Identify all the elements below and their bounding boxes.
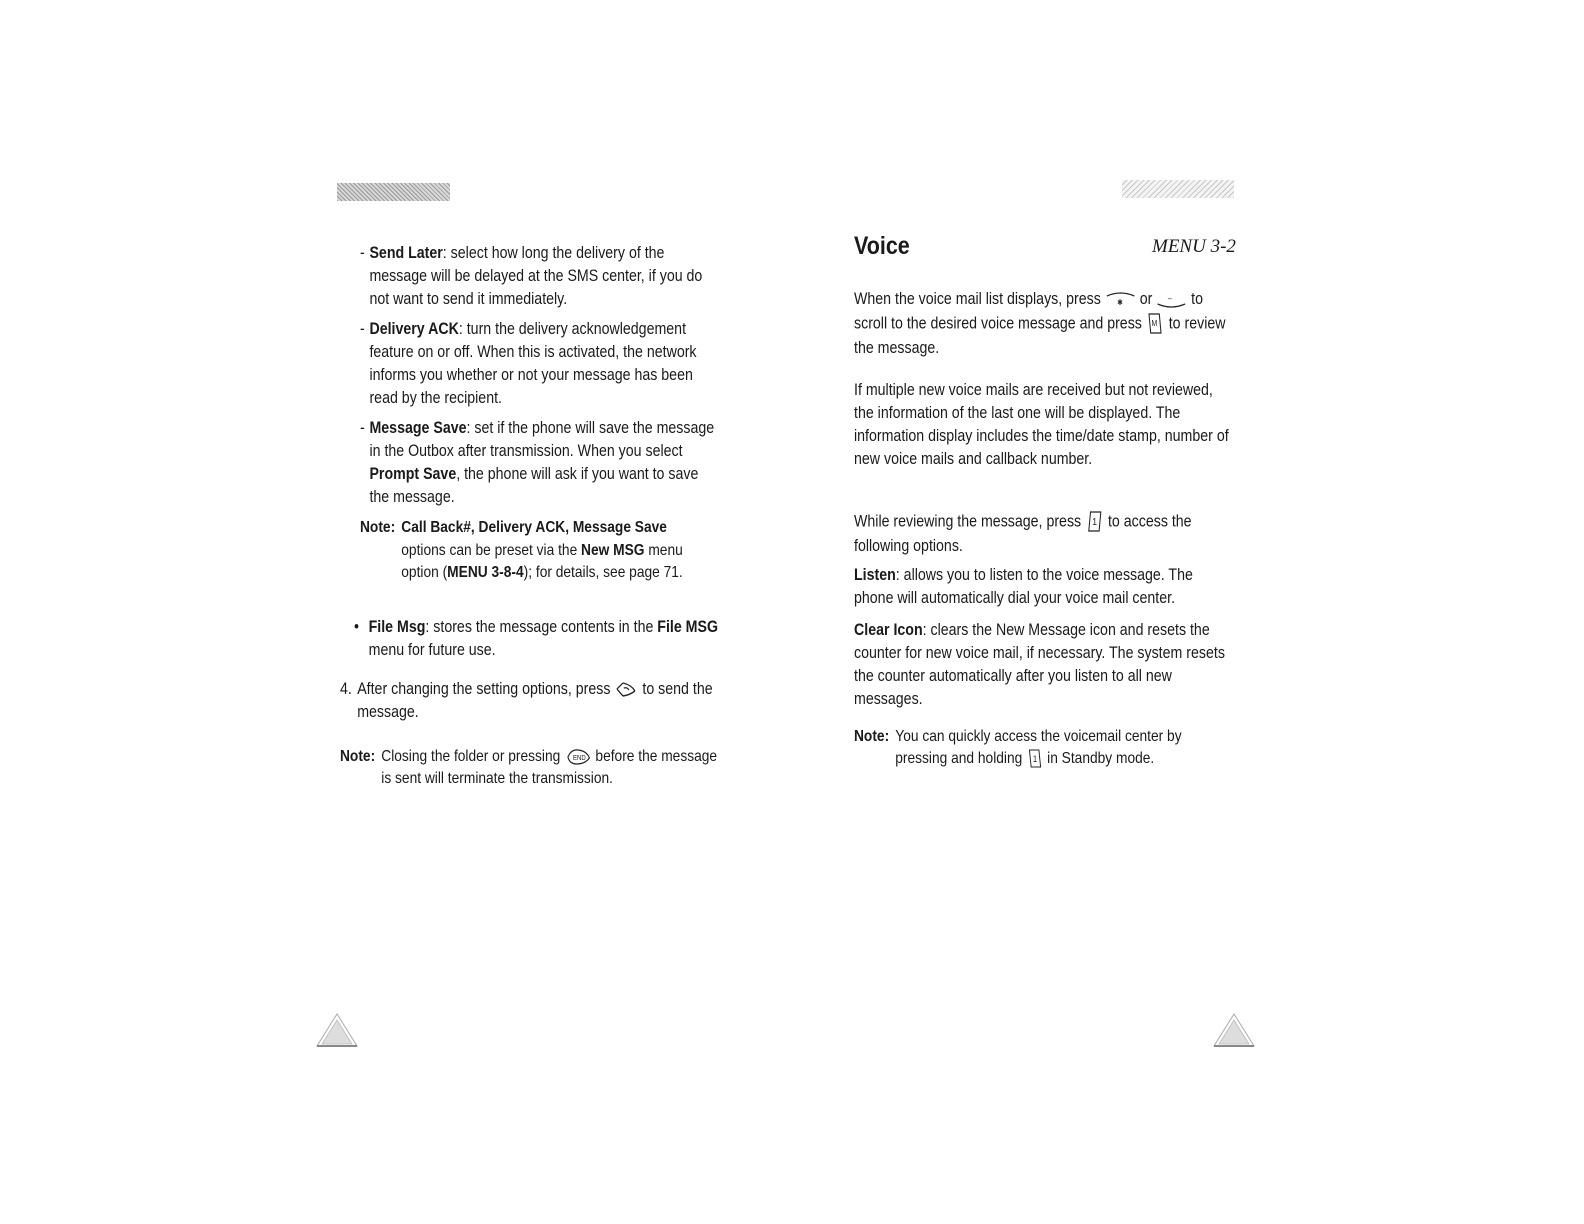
svg-text:1: 1 xyxy=(1091,516,1097,528)
clear-icon-term: Clear Icon xyxy=(854,621,923,639)
paragraph-scroll xyxy=(854,288,1232,360)
send-key-icon xyxy=(614,681,638,699)
note-preset xyxy=(360,517,721,585)
file-msg-text-2: menu for future use. xyxy=(368,641,496,659)
message-save-text: : set if the phone will save the message in the Outbox after transmission. When you select xyxy=(369,419,715,460)
file-msg-term: File Msg xyxy=(368,618,426,636)
clear-icon-text: : clears the New Message icon and resets the counter for new voice mail, if necessary. The system resets the counter automatically after you listen to all new messages. xyxy=(854,621,1225,708)
note-text: You can quickly access the voicemail center by pressing and holding xyxy=(895,728,1182,768)
p1-text-3: to review the message. xyxy=(854,314,1226,357)
note-termination xyxy=(340,746,718,790)
one-key-icon xyxy=(1026,748,1043,770)
p1-or: or xyxy=(1139,290,1153,308)
step-text-2: to send the message. xyxy=(357,680,713,721)
note-text-2: in Standby mode. xyxy=(1047,750,1155,768)
note-text-2: menu option ( xyxy=(401,541,683,581)
send-later-item: - Send Later: select how long the delivery of the message will be delayed at the SMS center, if you do not want to send it immediately. xyxy=(360,244,703,308)
clear-icon-option xyxy=(854,619,1232,711)
up-key-icon xyxy=(1105,292,1136,308)
note-bold-options: Call Back#, Delivery ACK, Message Save xyxy=(401,519,667,536)
page-title: Voice xyxy=(854,232,910,260)
message-save-item: - Message Save: set if the phone will save the message in the Outbox after transmission. When you select Prompt Save, the phone will ask if you want to save the message. xyxy=(360,419,715,506)
prompt-save-term: Prompt Save xyxy=(369,465,457,483)
section-tab xyxy=(1122,180,1234,198)
note2-text-2: before the message is sent will terminate the transmission. xyxy=(381,748,718,787)
note-label-2: Note: xyxy=(340,748,376,765)
note-label: Note: xyxy=(854,728,890,745)
step-text: After changing the setting options, press xyxy=(357,680,611,698)
note-menu-ref: MENU 3-8-4 xyxy=(447,564,524,581)
file-msg-text: : stores the message contents in the xyxy=(425,618,658,636)
note2-text: Closing the folder or pressing xyxy=(381,748,561,765)
svg-text:M: M xyxy=(1151,318,1158,329)
p3-text: While reviewing the message, press xyxy=(854,512,1082,531)
note-text: options can be preset via the xyxy=(401,541,582,559)
message-save-term: Message Save xyxy=(369,419,467,437)
note-text-3: ); for details, see page 71. xyxy=(523,564,683,581)
step-4 xyxy=(340,678,718,724)
delivery-ack-term: Delivery ACK xyxy=(369,320,459,338)
right-page xyxy=(792,0,1584,1224)
p1-text-2: to scroll to the desired voice message and press xyxy=(854,290,1204,333)
down-key-icon xyxy=(1156,292,1187,308)
end-key-icon xyxy=(564,747,592,767)
menu-reference: MENU 3-2 xyxy=(1152,236,1236,257)
paragraph-multiple: If multiple new voice mails are received but not reviewed, the information of the last one will be displayed. The information display includes the time/date stamp, number of new voice mails and callback number. xyxy=(854,381,1229,468)
step-number: 4. xyxy=(340,680,352,698)
section-tab xyxy=(337,183,450,201)
send-later-term: Send Later xyxy=(369,244,443,262)
delivery-ack-text: : turn the delivery acknowledgement feature on or off. When this is activated, the network informs you whether or not your message has been read by the recipient. xyxy=(369,320,697,407)
svg-text:1: 1 xyxy=(1032,753,1038,765)
note-label: Note: xyxy=(360,519,396,536)
one-key-icon xyxy=(1085,509,1104,535)
svg-text:–: – xyxy=(1168,293,1173,303)
file-msg-menu: File MSG xyxy=(657,618,719,636)
page-corner-mark xyxy=(1210,1010,1258,1050)
menu-key-icon xyxy=(1146,311,1165,337)
listen-text: : allows you to listen to the voice message. The phone will automatically dial your voice mail center. xyxy=(854,566,1193,607)
svg-text:END: END xyxy=(572,754,586,762)
send-later-text: : select how long the delivery of the message will be delayed at the SMS center, if you do not want to send it immediately. xyxy=(369,244,703,308)
file-msg-item xyxy=(354,616,721,662)
svg-text:✱: ✱ xyxy=(1116,297,1123,307)
listen-term: Listen xyxy=(854,566,896,584)
page-corner-mark xyxy=(313,1010,361,1050)
bullet: • xyxy=(354,618,359,636)
p3-text-2: to access the following options. xyxy=(854,512,1192,555)
note-new-msg: New MSG xyxy=(581,541,645,559)
p1-text: When the voice mail list displays, press xyxy=(854,290,1101,308)
listen-option xyxy=(854,564,1232,610)
message-save-text-2: , the phone will ask if you want to save the message. xyxy=(369,465,699,506)
paragraph-options xyxy=(854,509,1232,558)
note-voicemail xyxy=(854,726,1232,770)
delivery-ack-item: - Delivery ACK: turn the delivery acknowledgement feature on or off. When this is activated, the network informs you whether or not your message has been read by the recipient. xyxy=(360,320,697,407)
